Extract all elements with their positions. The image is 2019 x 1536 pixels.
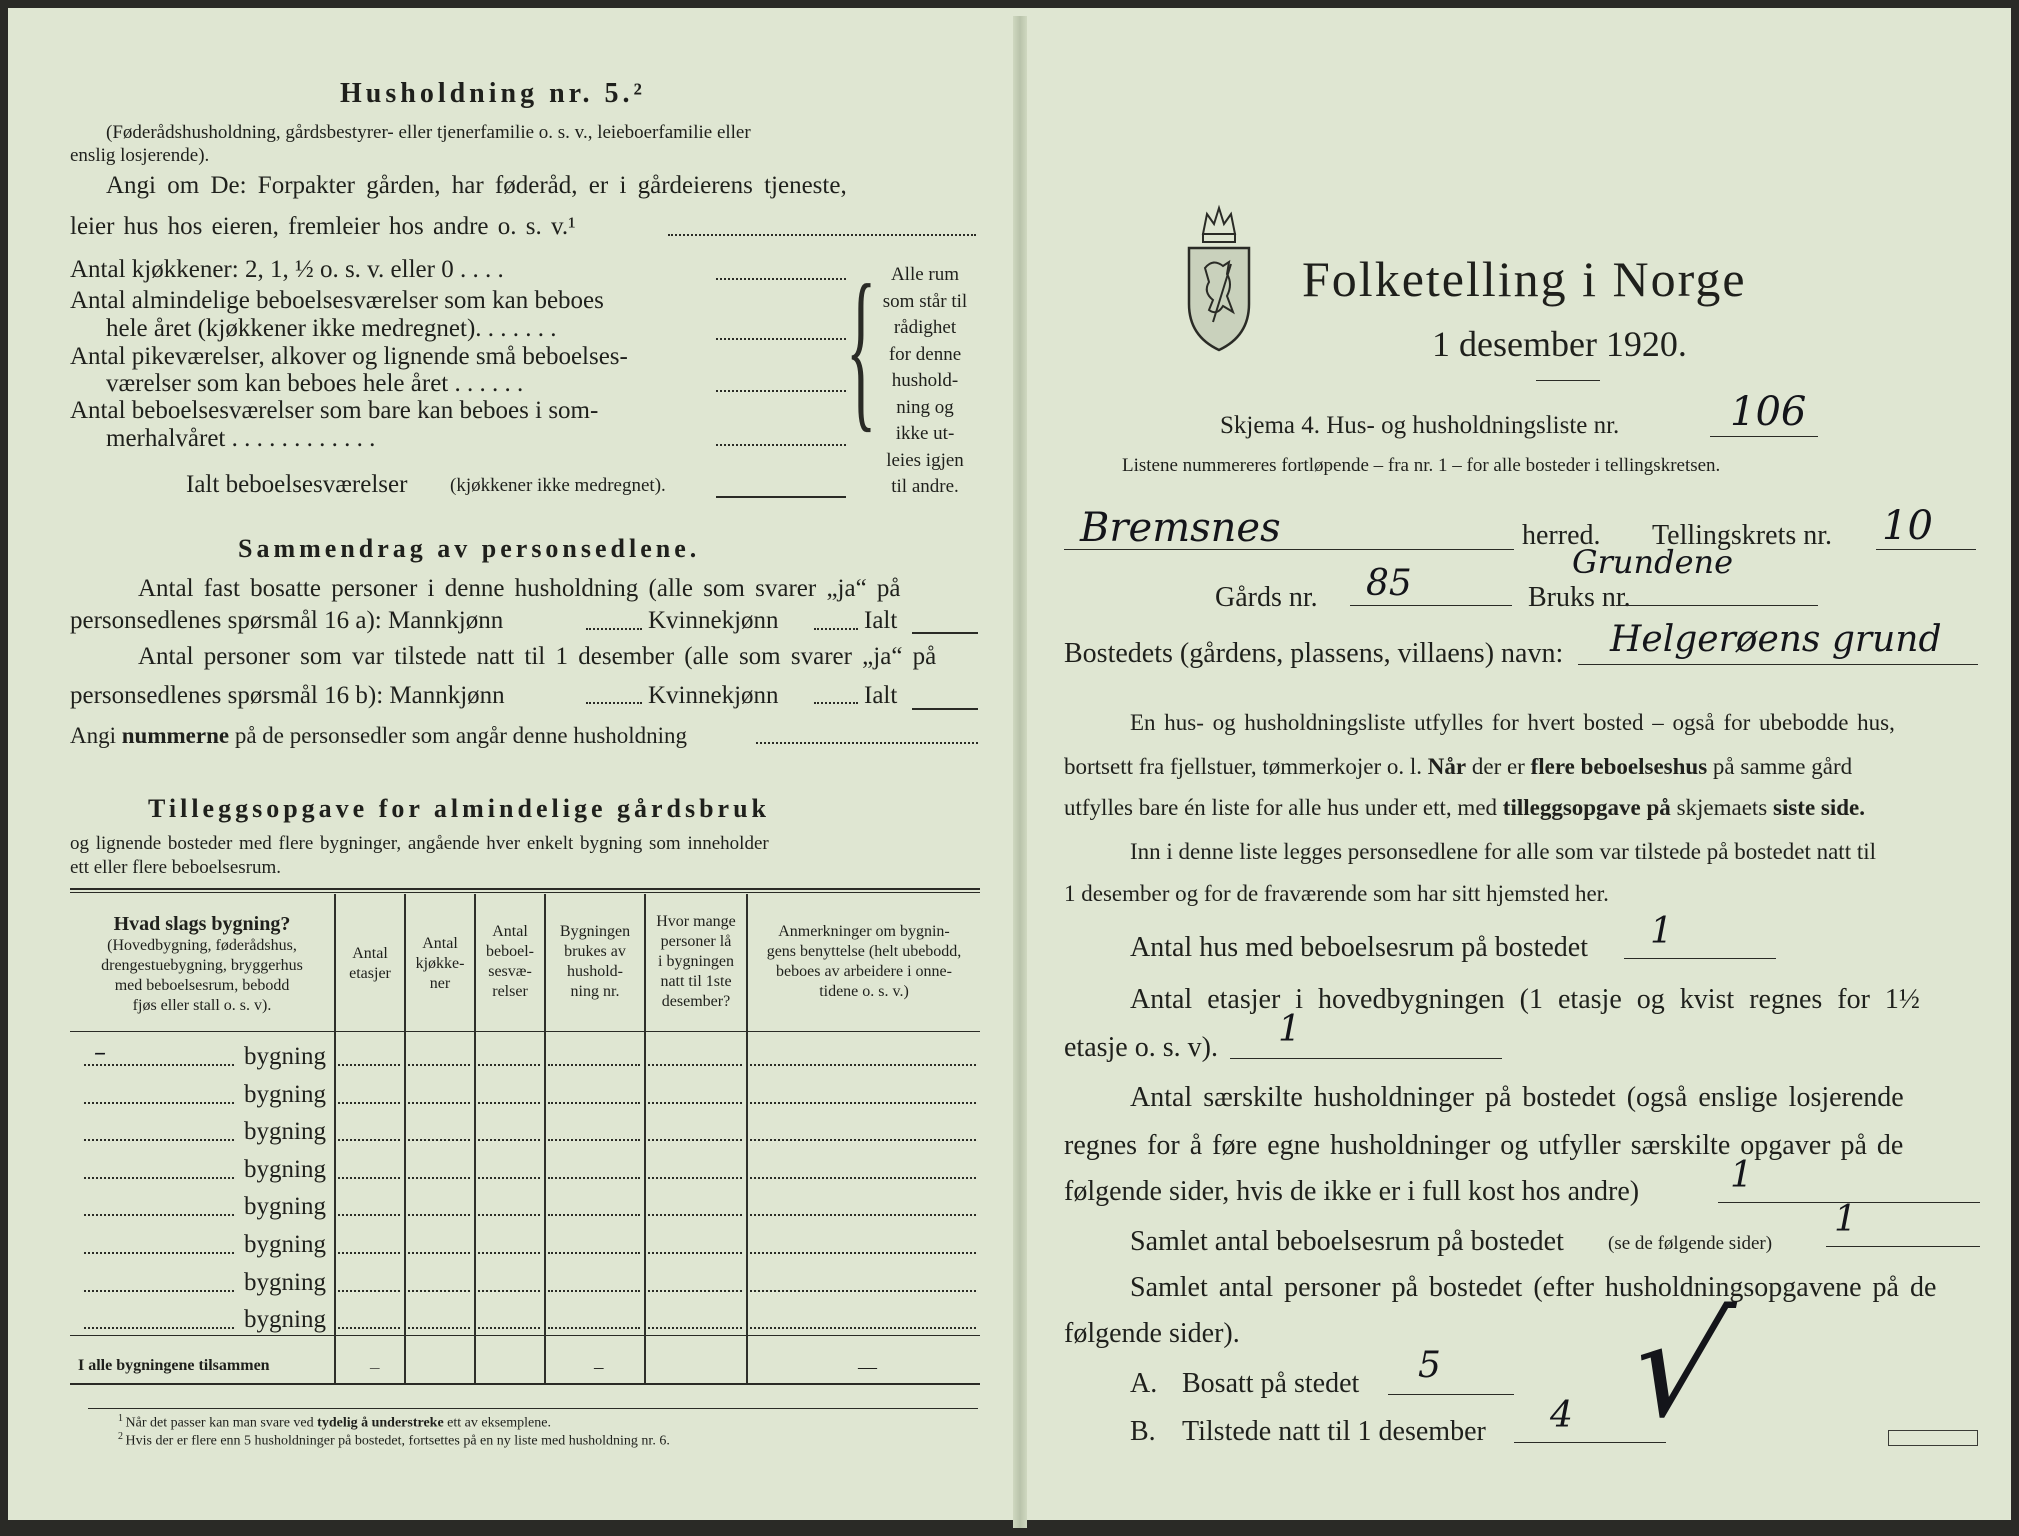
tilstede-letter: B. [1130, 1416, 1156, 1447]
supplement-line-2: ett eller flere beboelsesrum. [70, 857, 282, 878]
col-header-line: brukes av [564, 943, 626, 960]
bosatt-value: 5 [1418, 1345, 1441, 1386]
angi-numbers [70, 724, 687, 747]
info-line-3 [1064, 796, 1865, 819]
col-header-line: med beboelsesrum, bebodd [114, 977, 290, 994]
krets-label: Tellingskrets nr. [1652, 520, 1833, 551]
col-header-line: sesvæ- [488, 963, 532, 980]
brace-note-line: ikke ut- [895, 423, 955, 444]
info-line-2-pre: bortsett fra fjellstuer, tømmerkojer o. l. [1064, 754, 1428, 779]
col-header-line: Anmerkninger om bygnin- [778, 923, 950, 940]
footnote-1-bold: tydelig å understreke [317, 1415, 444, 1431]
brace: { [846, 248, 877, 447]
houses-value: 1 [1650, 911, 1673, 952]
building-row-label: bygning [244, 1043, 326, 1070]
supplement-line-1: og lignende bosteder med flere bygninger, angående hver enkelt bygning som inneholder [70, 833, 769, 854]
info-line-3-bold-1: tilleggsopgave på [1502, 795, 1671, 820]
info-line-2 [1064, 755, 1852, 778]
intro-line-2: enslig losjerende). [70, 145, 210, 166]
households-line-3: følgende sider, hvis de ikke er i full kost hos andre) [1064, 1176, 1640, 1207]
building-row-label: bygning [244, 1193, 326, 1221]
census-date: 1 desember 1920. [1432, 324, 1687, 364]
col-header-line: Antal [422, 935, 458, 952]
krets-value: 10 [1882, 503, 1933, 549]
building-row-label: bygning [244, 1268, 326, 1296]
footnote-1-pre: Når det passer kan man svare ved [125, 1415, 318, 1431]
col-header-line: relser [492, 983, 528, 1000]
col-header-line: Antal [352, 945, 388, 962]
total-rooms-label: Ialt beboelsesværelser [186, 471, 408, 498]
bruks-value: Grundene [1572, 543, 1734, 581]
info-line-2-bold-1: Når [1427, 754, 1467, 779]
col-header-line: tidene o. s. v.) [819, 983, 909, 1000]
rooms-total-value: 1 [1834, 1199, 1857, 1240]
angi-line-2: leier hus hos eieren, fremleier hos andre o. s. v.¹ [70, 213, 576, 240]
col-header-line: gens benyttelse (helt ubebodd, [766, 943, 962, 960]
ordinary-rooms-2: hele året (kjøkkener ikke medregnet). . . . . . . [106, 315, 557, 342]
coat-of-arms-icon [1183, 204, 1255, 354]
right-page [1020, 8, 2011, 1520]
schema-label: Skjema 4. Hus- og husholdningsliste nr. [1220, 412, 1620, 439]
col-rooms-header [476, 922, 544, 1002]
brace-note [870, 262, 980, 501]
building-row-label: bygning [244, 1080, 326, 1108]
ialt-label-1: Ialt [864, 607, 898, 634]
brace-note-line: for denne [888, 343, 962, 365]
col-header-line: drengestuebygning, bryggerhus [101, 957, 303, 974]
schema-value: 106 [1730, 389, 1807, 435]
col-header-line: ner [429, 975, 451, 992]
printer-stamp [1888, 1430, 1978, 1446]
total-row-mark: — [858, 1357, 877, 1378]
small-rooms-1: Antal pikeværelser, alkover og lignende små beboelses- [70, 343, 628, 370]
tilstede-label: Tilstede natt til 1 desember [1182, 1416, 1486, 1447]
bosted-value: Helgerøens grund [1610, 619, 1942, 660]
brace-note-line: rådighet [893, 317, 957, 338]
left-page [8, 8, 1008, 1520]
info-line-2-bold-2: flere beboelseshus [1530, 754, 1708, 779]
summary-line-1b: personsedlenes spørsmål 16 a): Mannkjønn [70, 607, 504, 634]
brace-note-line: leies igjen [886, 449, 964, 471]
col-floors-header [336, 944, 404, 984]
total-rooms-note: (kjøkkener ikke medregnet). [450, 475, 666, 496]
intro-line-1: (Føderådshusholdning, gårdsbestyrer- eller tjenerfamilie o. s. v., leieboerfamilie eller [106, 122, 751, 143]
col-persons-header [646, 912, 746, 1012]
building-row-label: bygning [244, 1231, 326, 1258]
info-line-5: 1 desember og for de fraværende som har sitt hjemsted her. [1064, 881, 1609, 906]
col-remarks-header [748, 922, 980, 1002]
brace-note-line: ning og [896, 396, 954, 418]
kvinne-label-1: Kvinnekjønn [648, 607, 779, 634]
angi-line-1: Angi om De: Forpakter gården, har føderåd, er i gårdeierens tjeneste, [106, 172, 847, 199]
col-header-line: beboel- [486, 943, 534, 960]
ialt-label-2: Ialt [864, 682, 898, 709]
persons-line-1: Samlet antal personer på bostedet (efter husholdningsopgavene på de [1130, 1272, 1937, 1303]
brace-note-line: til andre. [891, 476, 959, 497]
ordinary-rooms-1: Antal almindelige beboelsesværelser som kan beboes [70, 287, 604, 314]
total-row-mark: – [594, 1357, 604, 1378]
herred-value: Bremsnes [1080, 505, 1281, 551]
census-sheet [8, 8, 2011, 1520]
brace-note-line: hushold- [891, 370, 959, 391]
summary-line-2a: Antal personer som var tilstede natt til 1 desember (alle som svarer „ja“ på [138, 643, 937, 670]
persons-line-2: følgende sider). [1064, 1318, 1240, 1349]
col-building-type-header [70, 912, 334, 1016]
col-header-line: i bygningen [658, 953, 734, 970]
building-row-label: bygning [244, 1155, 326, 1183]
summer-rooms-2: merhalvåret . . . . . . . . . . . . [106, 425, 376, 452]
col-header-line: fjøs eller stall o. s. v). [132, 997, 272, 1014]
col-header-line: desember? [661, 993, 731, 1010]
floors-value: 1 [1278, 1009, 1301, 1050]
info-line-4: Inn i denne liste legges personsedlene for alle som var tilstede på bostedet natt til [1130, 839, 1877, 864]
brace-note-line: Alle rum [890, 264, 960, 285]
col-header-line: hushold- [567, 963, 623, 980]
page-fold [1013, 16, 1027, 1528]
building-row-label: bygning [244, 1306, 326, 1334]
building-row-label: bygning [244, 1118, 326, 1146]
col-header-line: Bygningen [559, 923, 631, 940]
kvinne-label-2: Kvinnekjønn [648, 682, 779, 709]
census-title: Folketelling i Norge [1302, 251, 1747, 307]
angi-numbers-post: på de personsedler som angår denne husholdning [229, 723, 688, 748]
first-row-mark: – [94, 1038, 106, 1066]
household-title: Husholdning nr. 5.² [340, 78, 646, 109]
tilstede-value: 4 [1550, 1395, 1573, 1436]
col-building-type-title: Hvad slags bygning? [113, 913, 291, 935]
households-line-1: Antal særskilte husholdninger på bostedet (også enslige losjerende [1130, 1082, 1904, 1113]
households-line-2: regnes for å føre egne husholdninger og utfyller særskilte opgaver på de [1064, 1130, 1904, 1161]
check-mark: √ [1616, 1286, 1741, 1449]
col-header-line: personer lå [660, 933, 732, 950]
rooms-total-note: (se de følgende sider) [1608, 1233, 1773, 1254]
brace-note-line: som står til [882, 290, 968, 312]
footnote-2: $^2$ Hvis der er flere enn 5 husholdninger på bostedet, fortsettes på en ny liste med husholdning nr. 6. [118, 1431, 670, 1449]
angi-numbers-bold: nummerne [121, 723, 230, 748]
floors-line-2: etasje o. s. v). [1064, 1032, 1218, 1063]
col-header-line: natt til 1ste [660, 973, 732, 990]
summary-title: Sammendrag av personsedlene. [238, 534, 701, 563]
footnote-1: $^1$ Når det passer kan man svare ved tydelig å understreke ett av eksemplene. [118, 1413, 551, 1431]
summer-rooms-1: Antal beboelsesværelser som bare kan beboes i som- [70, 397, 599, 424]
info-line-2-mid: der er [1466, 754, 1531, 779]
gards-label: Gårds nr. [1215, 582, 1318, 613]
footnote-1-post: ett av eksemplene. [443, 1415, 551, 1431]
floors-line-1: Antal etasjer i hovedbygningen (1 etasje og kvist regnes for 1½ [1130, 984, 1920, 1015]
info-line-2-post: på samme gård [1707, 754, 1853, 779]
total-row-label: I alle bygningene tilsammen [78, 1357, 270, 1374]
col-header-line: beboes av arbeidere i onne- [776, 963, 952, 980]
angi-numbers-pre: Angi [70, 723, 122, 748]
info-line-3-mid: skjemaets [1670, 795, 1774, 820]
info-line-3-bold-2: siste side. [1773, 795, 1866, 820]
col-header-line: etasjer [349, 965, 391, 982]
summary-line-2b: personsedlenes spørsmål 16 b): Mannkjønn [70, 682, 505, 709]
col-header-line: kjøkke- [415, 955, 465, 972]
info-line-1: En hus- og husholdningsliste utfylles for hvert bosted – også for ubebodde hus, [1130, 710, 1895, 735]
col-header-line: Hvor mange [656, 913, 736, 930]
bosatt-label: Bosatt på stedet [1182, 1368, 1360, 1399]
col-header-line: Antal [492, 923, 528, 940]
col-kitchens-header [406, 934, 474, 994]
col-household-header [546, 922, 644, 1002]
households-value: 1 [1730, 1155, 1753, 1196]
info-line-3-pre: utfylles bare én liste for alle hus under ett, med [1064, 795, 1503, 820]
small-rooms-2: værelser som kan beboes hele året . . . . . . [106, 370, 524, 397]
rooms-total-label: Samlet antal beboelsesrum på bostedet [1130, 1226, 1564, 1257]
kitchens-label: Antal kjøkkener: 2, 1, ½ o. s. v. eller 0 . . . . [70, 256, 504, 283]
herred-label: herred. [1522, 520, 1601, 551]
houses-label: Antal hus med beboelsesrum på bostedet [1130, 932, 1589, 963]
gards-value: 85 [1366, 563, 1412, 604]
supplement-title: Tilleggsopgave for almindelige gårdsbruk [148, 794, 771, 823]
bosted-label: Bostedets (gårdens, plassens, villaens) navn: [1064, 638, 1564, 669]
summary-line-1a: Antal fast bosatte personer i denne husholdning (alle som svarer „ja“ på [138, 575, 901, 602]
bruks-label: Bruks nr. [1528, 582, 1631, 613]
bosatt-letter: A. [1130, 1368, 1158, 1399]
total-row-mark: – [370, 1357, 380, 1378]
numbering-note: Listene nummereres fortløpende – fra nr. 1 – for alle bosteder i tellingskretsen. [1122, 455, 1721, 476]
col-header-line: (Hovedbygning, føderådshus, [107, 937, 297, 954]
col-header-line: ning nr. [570, 983, 620, 1000]
footnote-2-text: Hvis der er flere enn 5 husholdninger på bostedet, fortsettes på en ny liste med husholdning nr. 6. [125, 1433, 670, 1449]
